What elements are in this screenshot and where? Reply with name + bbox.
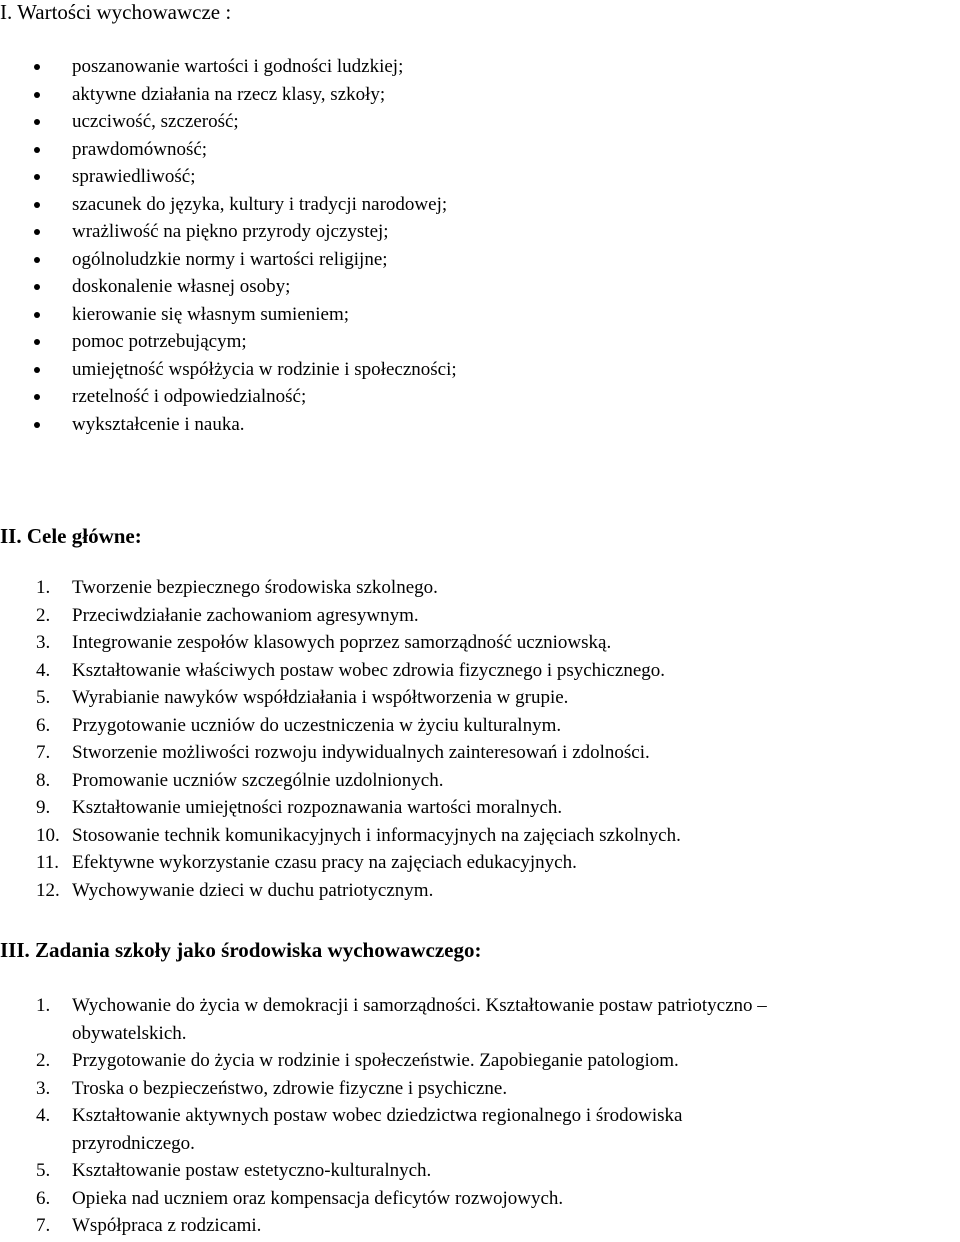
item-text: Wyrabianie nawyków współdziałania i współtworzenia w grupie. [72,687,569,708]
item-text: Stosowanie technik komunikacyjnych i informacyjnych na zajęciach szkolnych. [72,824,681,846]
item-text: Stworzenie możliwości rozwoju indywidualnych zainteresowań i zdolności. [72,742,650,763]
item-text: Promowanie uczniów szczególnie uzdolnionych. [72,769,444,791]
list-item: wykształcenie i nauka. [0,411,457,439]
item-text: Kształtowanie umiejętności rozpoznawania wartości moralnych. [72,797,563,818]
item-text: Efektywne wykorzystanie czasu pracy na zajęciach edukacyjnych. [72,852,577,873]
list-item [0,1185,960,1213]
list-item [0,739,681,767]
item-text: Współpraca z rodzicami. [72,1215,262,1236]
item-number: 1. [36,577,51,598]
list-item [0,1075,960,1103]
item-number: 1. [36,995,51,1016]
item-number: 6. [36,1187,51,1209]
item-number: 9. [36,797,51,818]
item-number: 7. [36,1215,51,1236]
bullet-icon [34,202,40,208]
bullet-icon [34,64,40,70]
item-number: 5. [36,687,51,708]
item-text: Przygotowanie uczniów do uczestniczenia w życiu kulturalnym. [72,714,562,736]
item-number: 11. [36,852,60,873]
item-text: Opieka nad uczniem oraz kompensacja deficytów rozwojowych. [72,1187,564,1209]
item-number: 10. [36,824,60,846]
list-item: doskonalenie własnej osoby; [0,273,457,301]
bullet-icon [34,284,40,290]
item-number: 2. [36,1050,51,1071]
list-item [0,574,681,602]
item-number: 6. [36,714,51,736]
list-item [0,767,681,795]
bullet-icon [34,422,40,428]
list-item: aktywne działania na rzecz klasy, szkoły; [0,81,457,109]
main-goals-list [0,574,681,904]
list-item: umiejętność współżycia w rodzinie i społeczności; [0,356,457,384]
item-number: 3. [36,1077,51,1099]
list-item [0,1212,960,1240]
list-item [0,1102,960,1157]
list-item [0,1047,960,1075]
item-text: Przygotowanie do życia w rodzinie i społeczeństwie. Zapobieganie patologiom. [72,1050,679,1071]
bullet-icon [34,394,40,400]
list-item: szacunek do języka, kultury i tradycji narodowej; [0,191,457,219]
item-text: Kształtowanie postaw estetyczno-kulturalnych. [72,1160,432,1181]
bullet-icon [34,339,40,345]
list-item: wrażliwość na piękno przyrody ojczystej; [0,218,457,246]
list-item [0,877,681,905]
item-text: Kształtowanie właściwych postaw wobec zdrowia fizycznego i psychicznego. [72,659,666,681]
list-item [0,602,681,630]
item-number: 2. [36,604,51,626]
bullet-icon [34,312,40,318]
list-item: sprawiedliwość; [0,163,457,191]
list-item [0,822,681,850]
item-text: Integrowanie zespołów klasowych poprzez samorządność uczniowską. [72,632,612,653]
list-item: poszanowanie wartości i godności ludzkiej; [0,53,457,81]
item-text: Wychowywanie dzieci w duchu patriotycznym. [72,879,434,901]
bullet-icon [34,92,40,98]
bullet-icon [34,174,40,180]
school-tasks-list [0,992,960,1240]
item-text: Przeciwdziałanie zachowaniom agresywnym. [72,604,419,626]
item-number: 12. [36,879,60,901]
item-number: 5. [36,1160,51,1181]
section-1-title: I. Wartości wychowawcze : [0,0,232,24]
list-item: ogólnoludzkie normy i wartości religijne; [0,246,457,274]
section-2-title: II. Cele główne: [0,524,142,548]
bullet-icon [34,257,40,263]
list-item [0,629,681,657]
list-item: uczciwość, szczerość; [0,108,457,136]
bullet-icon [34,119,40,125]
bullet-icon [34,147,40,153]
item-text: Wychowanie do życia w demokracji i samorządności. Kształtowanie postaw patriotyczno – obywatelskich. [72,995,767,1044]
bullet-icon [34,229,40,235]
item-number: 7. [36,742,51,763]
list-item [0,684,681,712]
item-number: 4. [36,1105,51,1126]
list-item: rzetelność i odpowiedzialność; [0,383,457,411]
item-number: 3. [36,632,51,653]
item-text: Troska o bezpieczeństwo, zdrowie fizyczne i psychiczne. [72,1077,508,1099]
item-text: Kształtowanie aktywnych postaw wobec dziedzictwa regionalnego i środowiska przyrodniczego. [72,1105,683,1154]
list-item [0,1157,960,1185]
list-item [0,712,681,740]
list-item [0,992,960,1047]
list-item: pomoc potrzebującym; [0,328,457,356]
list-item [0,657,681,685]
item-number: 4. [36,659,51,681]
section-3-title: III. Zadania szkoły jako środowiska wychowawczego: [0,938,482,962]
list-item [0,794,681,822]
list-item: prawdomówność; [0,136,457,164]
values-list [0,53,457,438]
list-item [0,849,681,877]
list-item: kierowanie się własnym sumieniem; [0,301,457,329]
item-text: Tworzenie bezpiecznego środowiska szkolnego. [72,577,438,598]
bullet-icon [34,367,40,373]
item-number: 8. [36,769,51,791]
